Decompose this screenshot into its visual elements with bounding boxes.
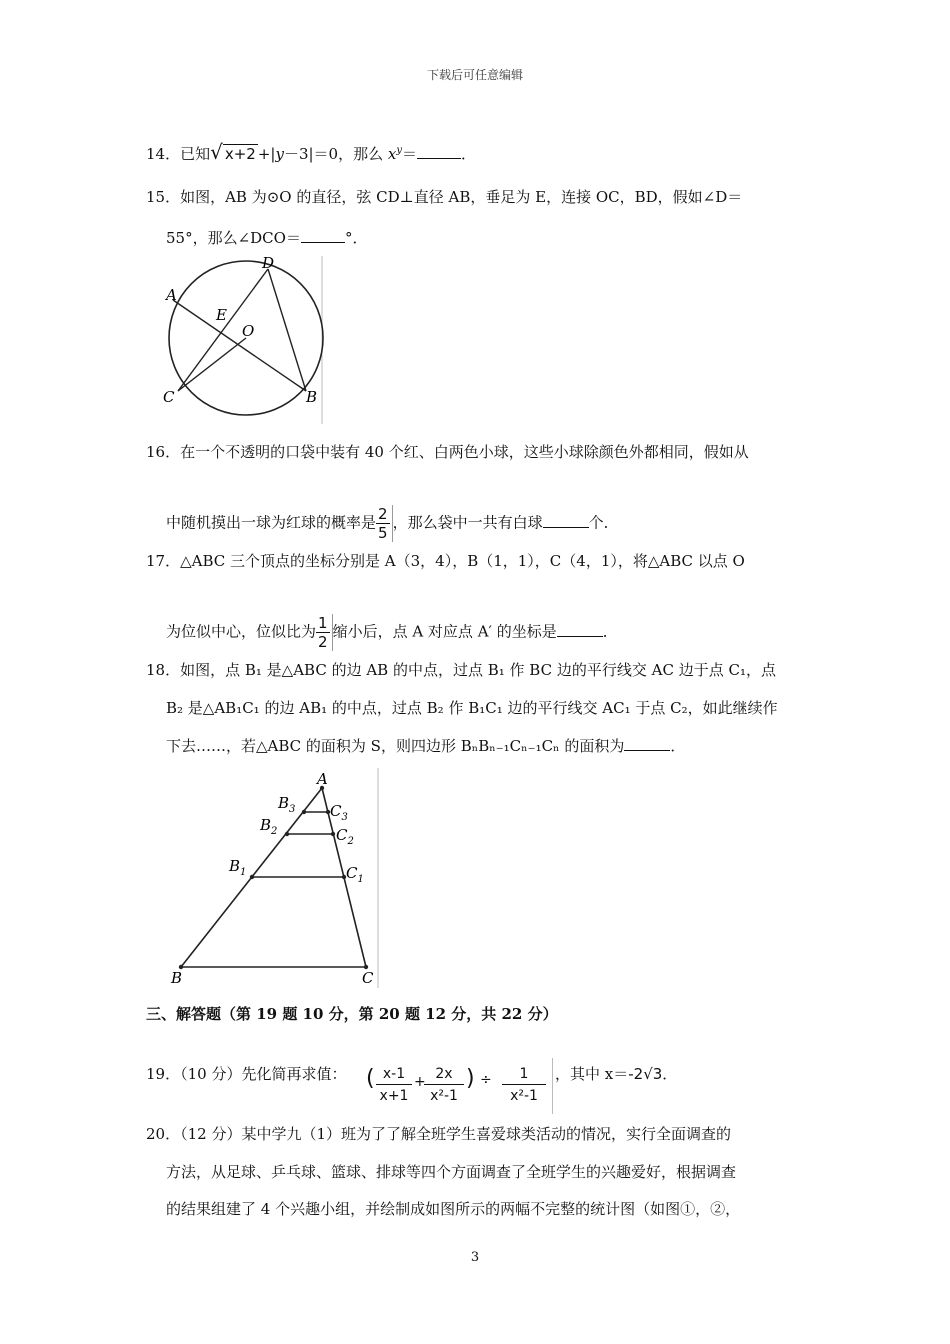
label-b: B (306, 388, 318, 406)
q16-end: 个． (588, 513, 619, 532)
paren-close: ) (466, 1066, 475, 1091)
q17-text: 为位似中心，位似比为 (166, 622, 317, 641)
triangle-diagram (162, 766, 382, 990)
circle-diagram (160, 252, 328, 428)
label-a: A (317, 770, 328, 788)
q19-condition: ，其中 x＝ (555, 1065, 629, 1083)
q19-value-line (555, 1063, 677, 1085)
q14-end: ． (461, 145, 477, 163)
question-14 (146, 140, 476, 165)
fraction-3 (502, 1064, 546, 1107)
frac3-den: x²-1 (510, 1088, 538, 1104)
label-c1: $C_1$ (346, 864, 364, 885)
section-heading: 三、解答题（第 19 题 10 分，第 20 题 12 分，共 22 分） (146, 1005, 558, 1023)
label-a: A (166, 286, 177, 304)
q18-text: 下去……，若△ABC 的面积为 S，则四边形 BₙBₙ₋₁Cₙ₋₁Cₙ 的面积为 (166, 737, 625, 755)
page-header: 下载后可任意编辑 (426, 68, 523, 82)
q20-line-3: 的结果组建了 4 个兴趣小组，并绘制成如图所示的两幅不完整的统计图（如图①，②， (166, 1200, 741, 1218)
q16-line-2 (166, 505, 619, 542)
fraction-1-2 (316, 614, 333, 651)
q19-expression (366, 1058, 553, 1114)
frac3-num: 1 (502, 1064, 546, 1085)
label-b: B (171, 969, 183, 987)
answer-blank[interactable] (557, 620, 603, 637)
frac-den: 2 (318, 633, 328, 651)
segment-bd (268, 269, 306, 391)
label-c2: $C_2$ (336, 826, 354, 847)
q16-text-2: ，那么袋中一共有白球 (392, 513, 543, 532)
q20-line-1: 20．（12 分）某中学九（1）班为了了解全班学生喜爱球类活动的情况，实行全面调查的 (146, 1125, 731, 1143)
q15-end: °． (344, 229, 368, 247)
frac-den: 5 (378, 524, 388, 542)
frac-num: 2 (378, 505, 388, 523)
label-c3: $C_3$ (330, 802, 348, 823)
q19-value: -2√3 (628, 1065, 663, 1083)
q17-end: ． (602, 622, 618, 641)
point-c2 (331, 832, 335, 836)
q15-text: 55°，那么∠DCO＝ (166, 229, 301, 247)
radicand: x+2 (224, 145, 256, 163)
fraction-2 (424, 1064, 464, 1107)
point-b2 (285, 832, 289, 836)
q16-line-1: 16．在一个不透明的口袋中装有 40 个红、白两色小球，这些小球除颜色外都相同，假如从 (146, 443, 749, 461)
chord-cd (178, 269, 268, 391)
label-o: O (242, 322, 255, 340)
frac2-den: x²-1 (430, 1088, 458, 1104)
q17-line-2 (166, 614, 618, 651)
q14-text-2: －3|＝0，那么 (283, 145, 388, 163)
q17-text-2: 缩小后，点 A 对应点 A′ 的坐标是 (332, 622, 557, 641)
label-d: D (262, 254, 275, 272)
answer-blank[interactable] (543, 511, 589, 528)
answer-blank[interactable] (301, 226, 345, 243)
label-b3: $B_3$ (278, 794, 296, 815)
label-c: C (163, 388, 175, 406)
q14-abs-open: +| (257, 145, 276, 163)
point-b3 (302, 810, 306, 814)
answer-blank[interactable] (624, 734, 670, 751)
q19-end: ． (662, 1065, 678, 1083)
frac-num: 1 (318, 614, 328, 632)
frac2-num: 2x (424, 1064, 464, 1085)
label-b1: $B_1$ (229, 857, 247, 878)
sqrt-expression: √ x+2 (210, 140, 256, 164)
q18-end: ． (670, 737, 686, 755)
q15-line-2 (166, 226, 367, 249)
plus-sign: + (414, 1074, 426, 1090)
label-b2: $B_2$ (260, 816, 278, 837)
label-e: E (216, 306, 227, 324)
q14-var-y: y (275, 145, 284, 163)
label-c: C (362, 969, 374, 987)
paren-open: ( (366, 1066, 375, 1091)
q16-text: 中随机摸出一球为红球的概率是 (166, 513, 377, 532)
q14-var-x: x (387, 145, 397, 163)
diameter-ab (173, 300, 306, 391)
q18-line-2: B₂ 是△AB₁C₁ 的边 AB₁ 的中点，过点 B₂ 作 B₁C₁ 边的平行线交 AC₁ 于点 C₂，如此继续作 (166, 699, 778, 717)
frac1-den: x+1 (379, 1088, 409, 1104)
frac1-num: x-1 (376, 1064, 412, 1085)
q14-exponent: y (396, 145, 402, 156)
divide-sign: ÷ (480, 1072, 492, 1088)
q15-line-1: 15．如图，AB 为⊙O 的直径，弦 CD⊥直径 AB，垂足为 E，连接 OC，BD，假如∠D＝ (146, 188, 743, 206)
q20-line-2: 方法，从足球、乒乓球、篮球、排球等四个方面调查了全班学生的兴趣爱好，根据调查 (166, 1163, 737, 1181)
answer-blank[interactable] (417, 142, 461, 159)
fraction-1 (376, 1064, 412, 1107)
point-b1 (250, 875, 254, 879)
q18-line-3 (166, 734, 685, 757)
q14-equals: ＝ (402, 145, 418, 163)
page-number: 3 (470, 1250, 480, 1265)
fraction-2-5 (376, 505, 393, 542)
q19-text: 19．（10 分）先化简再求值： (146, 1065, 347, 1083)
q14-text: 14．已知 (146, 145, 211, 163)
q18-line-1: 18．如图，点 B₁ 是△ABC 的边 AB 的中点，过点 B₁ 作 BC 边的平行线交 AC 边于点 C₁，点 (146, 661, 776, 679)
q17-line-1: 17．△ABC 三个顶点的坐标分别是 A（3，4），B（1，1），C（4，1），将△ABC 以点 O (146, 552, 745, 570)
